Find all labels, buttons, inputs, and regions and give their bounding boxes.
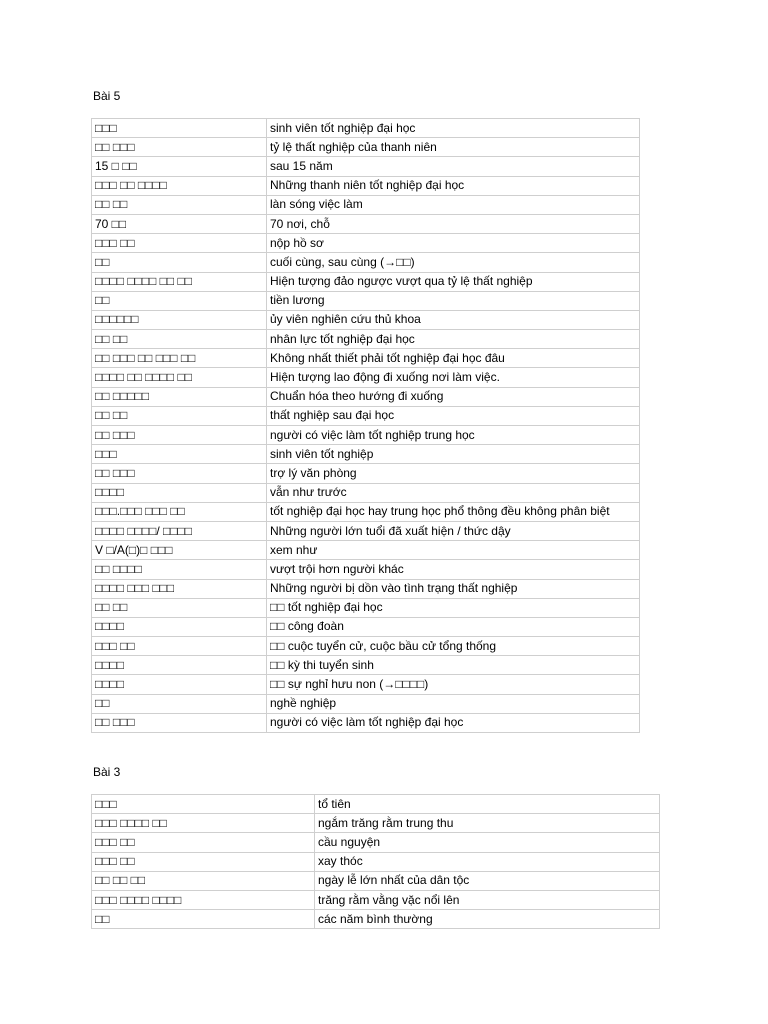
table-row (92, 176, 640, 195)
table-row (92, 195, 640, 214)
vietnamese-meaning-cell: □□ tốt nghiệp đại học (267, 598, 640, 617)
table-row (92, 560, 640, 579)
korean-term-cell: □□□□ (92, 617, 267, 636)
table-row (92, 814, 660, 833)
korean-term-cell: □□□□ □□□□ □□ □□ (92, 272, 267, 291)
vietnamese-meaning-cell: ngày lễ lớn nhất của dân tộc (315, 871, 660, 890)
korean-term-cell: □□□ □□□□ □□ (92, 814, 315, 833)
vietnamese-meaning-cell: người có việc làm tốt nghiệp trung học (267, 426, 640, 445)
table-row (92, 138, 640, 157)
table-row (92, 910, 660, 929)
table-row (92, 598, 640, 617)
vietnamese-meaning-cell: Hiện tượng lao động đi xuống nơi làm việc. (267, 368, 640, 387)
table-row (92, 426, 640, 445)
table-row (92, 637, 640, 656)
vietnamese-meaning-cell: Chuẩn hóa theo hướng đi xuống (267, 387, 640, 406)
vietnamese-meaning-cell: □□ kỳ thi tuyển sinh (267, 656, 640, 675)
korean-term-cell: □□□ □□ (92, 833, 315, 852)
section-title-bai-3: Bài 3 (93, 765, 121, 779)
korean-term-cell: □□ (92, 694, 267, 713)
table-row (92, 852, 660, 871)
vietnamese-meaning-cell: các năm bình thường (315, 910, 660, 929)
korean-term-cell: □□ □□ □□ (92, 871, 315, 890)
korean-term-cell: □□ □□□ (92, 464, 267, 483)
korean-term-cell: □□ □□□□ (92, 560, 267, 579)
vietnamese-meaning-cell: trợ lý văn phòng (267, 464, 640, 483)
table-row (92, 445, 640, 464)
table-row (92, 349, 640, 368)
table-row (92, 617, 640, 636)
vietnamese-meaning-cell: Những thanh niên tốt nghiệp đại học (267, 176, 640, 195)
vietnamese-meaning-cell: sinh viên tốt nghiệp (267, 445, 640, 464)
vietnamese-meaning-cell: tổ tiên (315, 795, 660, 814)
korean-term-cell: □□ (92, 253, 267, 272)
table-row (92, 464, 640, 483)
korean-term-cell: □□□ □□ □□□□ (92, 176, 267, 195)
korean-term-cell: □□□ (92, 795, 315, 814)
vietnamese-meaning-cell: cầu nguyện (315, 833, 660, 852)
table-row (92, 157, 640, 176)
korean-term-cell: □□ □□□ (92, 426, 267, 445)
vietnamese-meaning-cell: trăng rằm vằng vặc nổi lên (315, 890, 660, 909)
vietnamese-meaning-cell: ủy viên nghiên cứu thủ khoa (267, 310, 640, 329)
vietnamese-meaning-cell: tỷ lệ thất nghiệp của thanh niên (267, 138, 640, 157)
vietnamese-meaning-cell: sau 15 năm (267, 157, 640, 176)
table-row (92, 694, 640, 713)
korean-term-cell: □□□□ (92, 675, 267, 694)
table-row (92, 368, 640, 387)
korean-term-cell: □□ □□ (92, 598, 267, 617)
vietnamese-meaning-cell: cuối cùng, sau cùng (→□□) (267, 253, 640, 272)
vietnamese-meaning-cell: □□ công đoàn (267, 617, 640, 636)
vietnamese-meaning-cell: nộp hồ sơ (267, 234, 640, 253)
table-row (92, 214, 640, 233)
vietnamese-meaning-cell: nhân lực tốt nghiệp đại học (267, 330, 640, 349)
korean-term-cell: □□□□ (92, 656, 267, 675)
vietnamese-meaning-cell: xem như (267, 541, 640, 560)
table-row (92, 713, 640, 732)
table-row (92, 387, 640, 406)
vietnamese-meaning-cell: nghề nghiệp (267, 694, 640, 713)
vietnamese-meaning-cell: vẫn như trước (267, 483, 640, 502)
korean-term-cell: V □/A(□)□ □□□ (92, 541, 267, 560)
table-row (92, 483, 640, 502)
korean-term-cell: □□□□ □□ □□□□ □□ (92, 368, 267, 387)
korean-term-cell: □□□ □□ (92, 852, 315, 871)
vietnamese-meaning-cell: Những người lớn tuổi đã xuất hiện / thức dậy (267, 521, 640, 540)
table-row (92, 656, 640, 675)
vietnamese-meaning-cell: Không nhất thiết phải tốt nghiệp đại học đâu (267, 349, 640, 368)
korean-term-cell: □□□ (92, 445, 267, 464)
vietnamese-meaning-cell: sinh viên tốt nghiệp đại học (267, 119, 640, 138)
korean-term-cell: □□ □□□□□ (92, 387, 267, 406)
vietnamese-meaning-cell: □□ cuộc tuyển cử, cuộc bầu cử tổng thống (267, 637, 640, 656)
vietnamese-meaning-cell: 70 nơi, chỗ (267, 214, 640, 233)
table-row (92, 502, 640, 521)
table-row (92, 675, 640, 694)
vocabulary-table-bai-5 (91, 118, 640, 733)
vietnamese-meaning-cell: làn sóng việc làm (267, 195, 640, 214)
korean-term-cell: □□ □□ (92, 195, 267, 214)
vietnamese-meaning-cell: thất nghiệp sau đại học (267, 406, 640, 425)
vietnamese-meaning-cell: tốt nghiệp đại học hay trung học phổ thông đều không phân biệt (267, 502, 640, 521)
korean-term-cell: □□□.□□□ □□□ □□ (92, 502, 267, 521)
table-row (92, 579, 640, 598)
korean-term-cell: □□□□ (92, 483, 267, 502)
korean-term-cell: □□□□ □□□ □□□ (92, 579, 267, 598)
korean-term-cell: □□□□□□ (92, 310, 267, 329)
table-row (92, 234, 640, 253)
korean-term-cell: □□ □□□ (92, 138, 267, 157)
table-row (92, 330, 640, 349)
korean-term-cell: □□ □□□ □□ □□□ □□ (92, 349, 267, 368)
table-row (92, 541, 640, 560)
vietnamese-meaning-cell: Hiện tượng đảo ngược vượt qua tỷ lệ thất nghiệp (267, 272, 640, 291)
korean-term-cell: □□□□ □□□□/ □□□□ (92, 521, 267, 540)
table-row (92, 795, 660, 814)
table-row (92, 521, 640, 540)
korean-term-cell: □□□ □□□□ □□□□ (92, 890, 315, 909)
table-row (92, 310, 640, 329)
korean-term-cell: □□ (92, 291, 267, 310)
table-row (92, 119, 640, 138)
korean-term-cell: 70 □□ (92, 214, 267, 233)
table-row (92, 253, 640, 272)
table-row (92, 890, 660, 909)
vietnamese-meaning-cell: vượt trội hơn người khác (267, 560, 640, 579)
vietnamese-meaning-cell: ngắm trăng rằm trung thu (315, 814, 660, 833)
korean-term-cell: □□□ □□ (92, 637, 267, 656)
table-row (92, 871, 660, 890)
korean-term-cell: □□ (92, 910, 315, 929)
table-row (92, 833, 660, 852)
section-title-bai-5: Bài 5 (93, 89, 121, 103)
vietnamese-meaning-cell: □□ sự nghỉ hưu non (→□□□□) (267, 675, 640, 694)
korean-term-cell: □□□ (92, 119, 267, 138)
vietnamese-meaning-cell: người có việc làm tốt nghiệp đại học (267, 713, 640, 732)
korean-term-cell: □□ □□ (92, 330, 267, 349)
korean-term-cell: □□□ □□ (92, 234, 267, 253)
vietnamese-meaning-cell: xay thóc (315, 852, 660, 871)
vietnamese-meaning-cell: tiền lương (267, 291, 640, 310)
vocabulary-table-bai-3 (91, 794, 660, 929)
table-row (92, 291, 640, 310)
korean-term-cell: 15 □ □□ (92, 157, 267, 176)
table-row (92, 272, 640, 291)
vietnamese-meaning-cell: Những người bị dồn vào tình trạng thất nghiệp (267, 579, 640, 598)
table-row (92, 406, 640, 425)
korean-term-cell: □□ □□ (92, 406, 267, 425)
korean-term-cell: □□ □□□ (92, 713, 267, 732)
